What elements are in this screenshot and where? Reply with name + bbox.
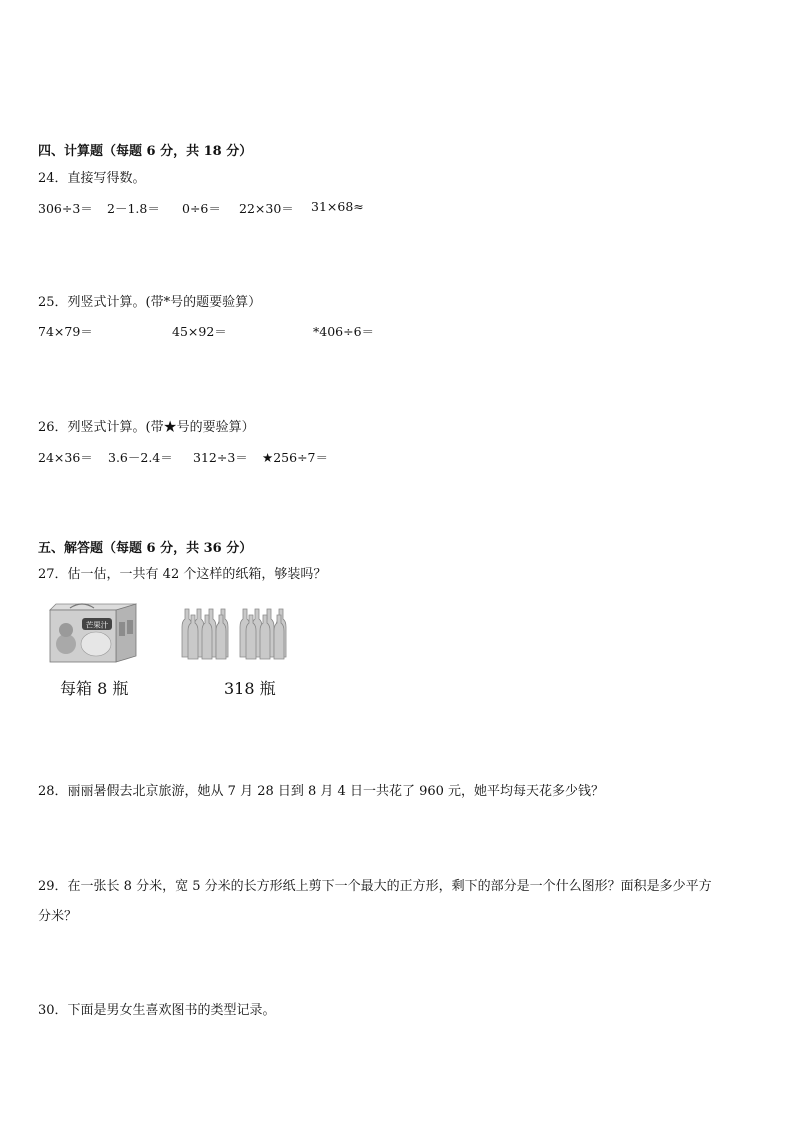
q24-item-1: 306÷3＝ xyxy=(38,201,93,216)
question-29-line-2: 分米？ xyxy=(38,909,78,924)
bottles-illustration xyxy=(176,603,300,661)
section-5-heading: 五、解答题（每题 6 分，共 36 分） xyxy=(38,541,253,556)
section-4-heading: 四、计算题（每题 6 分，共 18 分） xyxy=(38,144,253,159)
q25-item-1: 74×79＝ xyxy=(38,324,93,339)
q24-item-2: 2－1.8＝ xyxy=(107,201,160,216)
question-27-prompt: 27．估一估，一共有 42 个这样的纸箱，够装吗？ xyxy=(38,567,327,582)
bottles-caption: 318 瓶 xyxy=(224,679,276,698)
q24-item-3: 0÷6＝ xyxy=(182,201,221,216)
question-25-prompt: 25．列竖式计算。(带*号的题要验算） xyxy=(38,295,262,310)
q24-item-5: 31×68≈ xyxy=(311,199,364,214)
box-caption: 每箱 8 瓶 xyxy=(60,679,129,698)
q24-item-4: 22×30＝ xyxy=(239,201,294,216)
juice-box-illustration xyxy=(38,600,138,664)
question-26-prompt: 26．列竖式计算。(带★号的要验算） xyxy=(38,420,255,435)
q25-item-3: *406÷6＝ xyxy=(313,324,375,339)
q25-item-2: 45×92＝ xyxy=(172,324,227,339)
question-24-prompt: 24．直接写得数。 xyxy=(38,171,146,186)
question-29-line-1: 29．在一张长 8 分米，宽 5 分米的长方形纸上剪下一个最大的正方形，剩下的部分是一个什么图形？面积是多少平方 xyxy=(38,879,712,894)
q26-item-2: 3.6－2.4＝ xyxy=(108,450,173,465)
bottle-group-left xyxy=(182,609,228,659)
q26-item-1: 24×36＝ xyxy=(38,450,93,465)
bottle-group-right xyxy=(240,609,286,659)
question-30-prompt: 30．下面是男女生喜欢图书的类型记录。 xyxy=(38,1003,276,1018)
q26-item-3: 312÷3＝ xyxy=(193,450,248,465)
box-brand-label: 芒果汁 xyxy=(85,620,109,630)
q26-item-4: ★256÷7＝ xyxy=(262,450,328,465)
question-28-prompt: 28．丽丽暑假去北京旅游，她从 7 月 28 日到 8 月 4 日一共花了 960 元，她平均每天花多少钱？ xyxy=(38,784,605,799)
